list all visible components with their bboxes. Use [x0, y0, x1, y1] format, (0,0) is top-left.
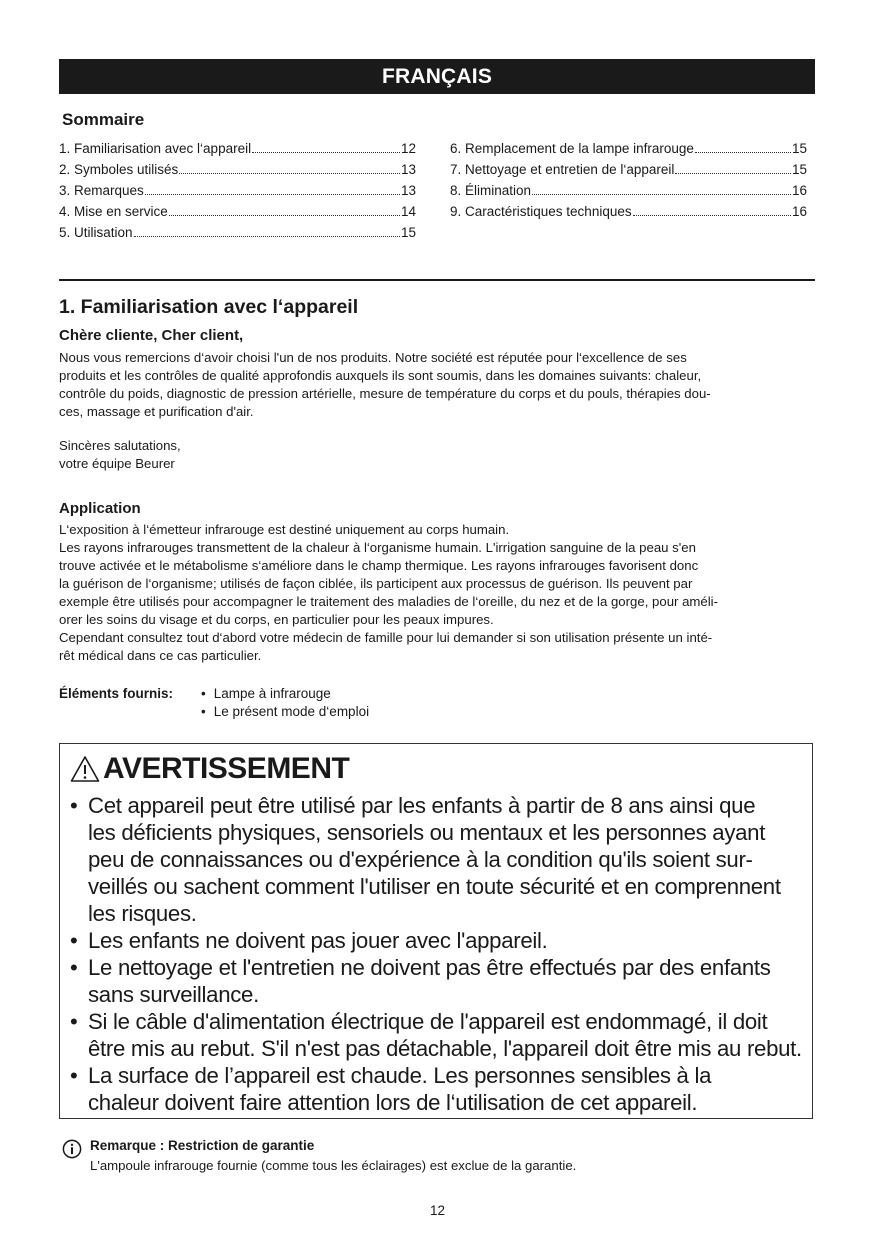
toc-entry-page: 15 — [400, 225, 416, 240]
section-title: 1. Familiarisation avec l‘appareil — [59, 296, 359, 318]
toc-entry-title: 5. Utilisation — [59, 225, 133, 240]
toc-entry[interactable] — [450, 138, 807, 159]
warning-triangle-icon — [70, 755, 100, 783]
intro-paragraph: Nous vous remercions d‘avoir choisi l'un de nos produits. Notre société est réputée pour l‘excellence de ses produits et les contrôles de qualité approfondis auxquels ils sont soumis, dans les domaines suivants: chaleur, contrôle du poids, diagnostic de pression artérielle, mesure de température du corps et du pouls, thérapies dou- ces, massage et purification d'air. — [59, 350, 711, 419]
application-heading: Application — [59, 500, 141, 517]
language-header: FRANÇAIS — [59, 59, 815, 94]
toc-entry[interactable] — [450, 201, 807, 222]
toc-entry[interactable] — [59, 159, 416, 180]
warning-item: • Les enfants ne doivent pas jouer avec l'appareil. — [70, 927, 810, 954]
toc-entry-page: 16 — [791, 183, 807, 198]
warning-item: • Cet appareil peut être utilisé par les enfants à partir de 8 ans ainsi que les déficients physiques, sensoriels ou mentaux et les personnes ayant peu de connaissances ou d'expérience à la condition qu'ils soient sur- veillés ou sachent comment l'utiliser en toute sécurité et en comprennent les risques. — [70, 792, 810, 927]
toc-entry-title: 8. Élimination — [450, 183, 532, 198]
toc-entry[interactable] — [450, 180, 807, 201]
warning-item: • La surface de l’appareil est chaude. Les personnes sensibles à la chaleur doivent faire attention lors de l‘utilisation de cet appareil. — [70, 1062, 810, 1116]
toc-entry-page: 13 — [400, 162, 416, 177]
warning-list — [70, 792, 810, 1116]
toc-entry-title: 4. Mise en service — [59, 204, 168, 219]
warning-title — [70, 752, 349, 786]
toc-entry[interactable] — [59, 138, 416, 159]
warning-item: • Si le câble d'alimentation électrique de l'appareil est endommagé, il doit être mis au rebut. S'il n'est pas détachable, l'appareil doit être mis au rebut. — [70, 1008, 810, 1062]
toc-entry-page: 13 — [400, 183, 416, 198]
toc-entry[interactable] — [450, 159, 807, 180]
toc-entry-page: 15 — [791, 141, 807, 156]
toc-entry-title: 3. Remarques — [59, 183, 144, 198]
toc-entry-title: 2. Symboles utilisés — [59, 162, 179, 177]
note-title: Remarque : Restriction de garantie — [90, 1138, 315, 1153]
toc-entry-page: 15 — [791, 162, 807, 177]
info-icon — [62, 1139, 82, 1159]
warning-item: • Le nettoyage et l'entretien ne doivent pas être effectués par des enfants sans surveillance. — [70, 954, 810, 1008]
page-number: 12 — [429, 1203, 446, 1218]
toc-heading: Sommaire — [62, 110, 145, 129]
toc-entry[interactable] — [59, 180, 416, 201]
toc-entry-title: 7. Nettoyage et entretien de l‘appareil — [450, 162, 675, 177]
salutation: Chère cliente, Cher client, — [59, 327, 244, 344]
supplied-label: Éléments fournis: — [59, 686, 174, 701]
toc-entry-title: 9. Caractéristiques techniques — [450, 204, 632, 219]
closing-paragraph: Sincères salutations, votre équipe Beurer — [59, 438, 181, 471]
toc-entry-page: 16 — [791, 204, 807, 219]
toc-left-column — [59, 138, 416, 243]
list-item: • Lampe à infrarouge — [201, 685, 369, 703]
toc-entry[interactable] — [59, 201, 416, 222]
warning-box — [59, 743, 813, 1119]
toc-right-column — [450, 138, 807, 222]
toc-entry-page: 14 — [400, 204, 416, 219]
toc-entry-page: 12 — [400, 141, 416, 156]
list-item: • Le présent mode d‘emploi — [201, 703, 369, 721]
section-divider — [59, 279, 815, 281]
note-body: L'ampoule infrarouge fournie (comme tous les éclairages) est exclue de la garantie. — [90, 1158, 577, 1173]
toc-entry-title: 1. Familiarisation avec l‘appareil — [59, 141, 252, 156]
toc-entry[interactable] — [59, 222, 416, 243]
toc-entry-title: 6. Remplacement de la lampe infrarouge — [450, 141, 694, 156]
warning-title-text: AVERTISSEMENT — [103, 752, 350, 785]
supplied-list — [201, 685, 369, 721]
application-paragraph: L‘exposition à l‘émetteur infrarouge est destiné uniquement au corps humain. Les rayons infrarouges transmettent de la chaleur à l‘organisme humain. L'irrigation sanguine de la peau s'en trouve activée et le métabolisme s‘améliore dans le champ thermique. Les rayons infrarouges favorisent donc la guérison de l‘organisme; utilisés de façon ciblée, ils participent aux processus de guérison. Ils peuvent par exemple être utilisés pour accompagner le traitement des maladies de l‘oreille, du nez et de la gorge, pour améli- orer les soins du visage et du corps, en particulier pour les peaux impures. Cependant consultez tout d‘abord votre médecin de famille pour lui demander si son utilisation présente un inté- rêt médical dans ce cas particulier. — [59, 522, 718, 663]
